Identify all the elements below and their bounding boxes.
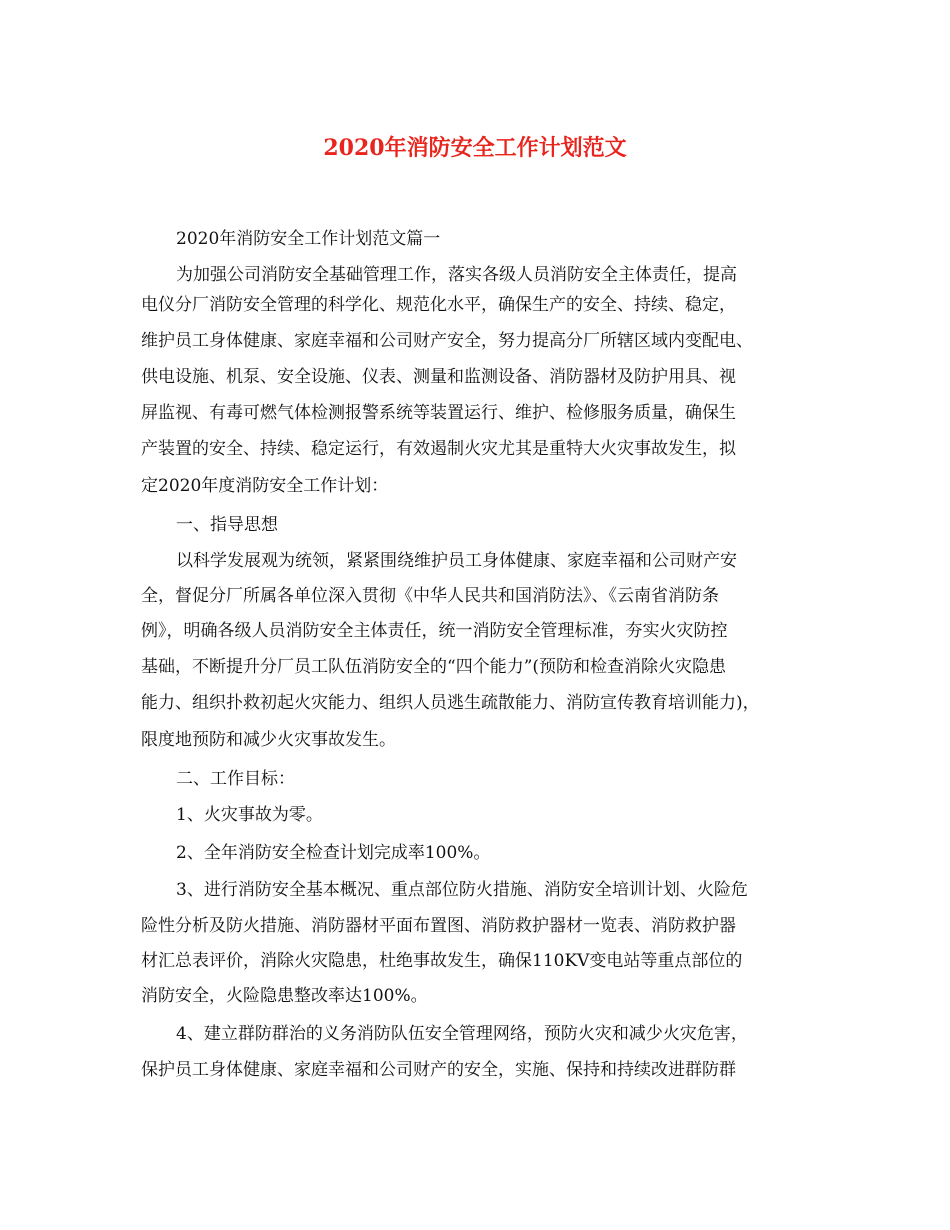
paragraph-line: 消防安全，火险隐患整改率达100%。 [141, 986, 428, 1006]
section-heading-work-goals: 二、工作目标： [176, 769, 295, 789]
goal-item-2: 2、全年消防安全检查计划完成率100%。 [176, 843, 491, 863]
section-heading-part-one: 2020年消防安全工作计划范文篇一 [176, 229, 441, 249]
paragraph-line: 例》，明确各级人员消防安全主体责任，统一消防安全管理标准，夯实火灾防控 [141, 621, 728, 641]
paragraph-line: 产装置的安全、持续、稳定运行，有效遏制火灾尤其是重特大火灾事故发生，拟 [141, 439, 736, 459]
paragraph-line: 维护员工身体健康、家庭幸福和公司财产安全，努力提高分厂所辖区域内变配电、 [141, 331, 753, 351]
goal-item-1: 1、火灾事故为零。 [176, 805, 323, 825]
paragraph-line: 定2020年度消防安全工作计划： [141, 476, 389, 496]
paragraph-line: 电仪分厂消防安全管理的科学化、规范化水平，确保生产的安全、持续、稳定， [141, 295, 736, 315]
paragraph-line: 能力、组织扑救初起火灾能力、组织人员逃生疏散能力、消防宣传教育培训能力)， [141, 693, 760, 713]
document-title: 2020年消防安全工作计划范文 [323, 135, 627, 161]
paragraph-line: 屏监视、有毒可燃气体检测报警系统等装置运行、维护、检修服务质量，确保生 [141, 403, 736, 423]
paragraph-line: 为加强公司消防安全基础管理工作，落实各级人员消防安全主体责任，提高 [176, 265, 737, 285]
paragraph-line: 保护员工身体健康、家庭幸福和公司财产的安全，实施、保持和持续改进群防群 [141, 1060, 736, 1080]
goal-item-3: 3、进行消防安全基本概况、重点部位防火措施、消防安全培训计划、火险危 [176, 880, 748, 900]
paragraph-line: 险性分析及防火措施、消防器材平面布置图、消防救护器材一览表、消防救护器 [141, 916, 736, 936]
paragraph-line: 全，督促分厂所属各单位深入贯彻《中华人民共和国消防法》、《云南省消防条 [141, 586, 719, 606]
goal-item-4: 4、建立群防群治的义务消防队伍安全管理网络，预防火灾和减少火灾危害， [176, 1024, 748, 1044]
paragraph-line: 限度地预防和减少火灾事故发生。 [141, 730, 396, 750]
paragraph-line: 材汇总表评价，消除火灾隐患，杜绝事故发生，确保110KV变电站等重点部位的 [141, 951, 743, 971]
section-heading-guiding-ideology: 一、指导思想 [176, 515, 278, 535]
paragraph-line: 基础，不断提升分厂员工队伍消防安全的“四个能力”(预防和检查消除火灾隐患 [141, 657, 727, 677]
paragraph-line: 以科学发展观为统领，紧紧围绕维护员工身体健康、家庭幸福和公司财产安 [176, 551, 737, 571]
paragraph-line: 供电设施、机泵、安全设施、仪表、测量和监测设备、消防器材及防护用具、视 [141, 367, 736, 387]
